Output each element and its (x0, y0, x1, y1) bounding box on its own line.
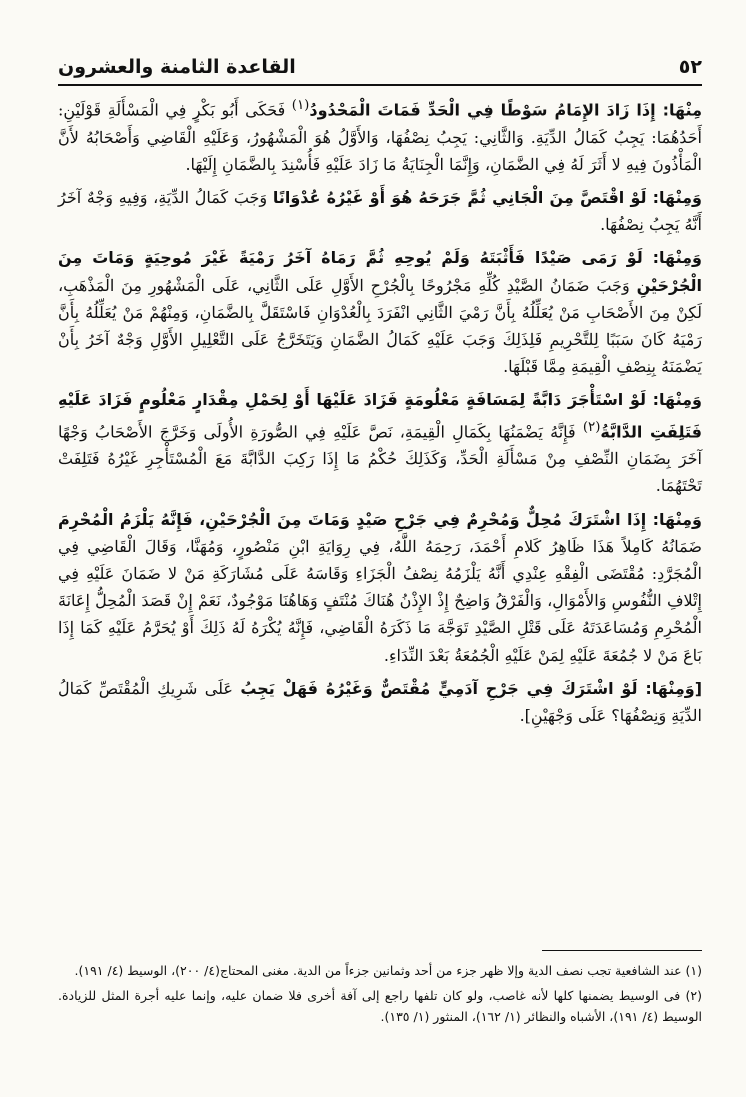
paragraph-body: ضَمَانُهُ كَامِلاً هَذَا ظَاهِرُ كَلامِ أَحْمَدَ، رَحِمَهُ اللَّهُ، فِي رِوَايَةِ ابْنِ مَنْصُورٍ، وَمُهَنَّا، وَقَالَ الْقَاضِي فِي الْمُجَرَّدِ: مُقْتَضَى الْفِقْهِ عِنْدِي أَنَّهُ يَلْزَمُهُ نِصْفُ الْجَزَاءِ وَقَاسَهُ عَلَى مُشَارَكَةِ مَنْ لا ضَمَانَ عَلَيْهِ فِي إِتْلافِ النُّفُوسِ وَالأَمْوَالِ، وَالْفَرْقُ وَاضِحٌ إِذْ الإِذْنُ هُنَاكَ مُنْتَفٍ وَهَاهُنَا مَوْجُودٌ، نَعَمْ إِنْ قَصَدَ الْمُحِلُّ إِعَانَةَ الْمُحْرِمِ وَمُسَاعَدَتَهُ عَلَى قَتْلِ الصَّيْدِ تَوَجَّهَ مَا ذَكَرَهُ الْقَاضِي، فَإِنَّهُ يُكْرَهُ لَهُ ذَلِكَ أَوْ يُحَرَّمُ عَلَيْهِ كَمَا إِذَا بَاعَ مَنْ لا جُمُعَةَ عَلَيْهِ لِمَنْ عَلَيْهِ الْجُمُعَةُ بَعْدَ النِّدَاءِ. (58, 536, 703, 665)
footnotes (58, 960, 702, 1031)
footnote-ref[interactable]: (١) (291, 98, 310, 113)
paragraph-body: عَلَى شَرِيكِ الْمُقْتَصِّ كَمَالُ الدِّيَةِ وَنِصْفُهَا؟ عَلَى وَجْهَيْنِ]. (58, 678, 702, 725)
paragraph-2 (58, 184, 702, 238)
page-number: ٥٢ (678, 56, 702, 78)
paragraph-lead: مِنْهَا: إِذَا زَادَ الإِمَامُ سَوْطًا فِي الْحَدِّ فَمَاتَ الْمَحْدُودُ (309, 100, 702, 120)
paragraph-body: فَإِنَّهُ يَضْمَنُهَا بِكَمَالِ الْقِيمَةِ، نَصَّ عَلَيْهِ فِي الصُّورَةِ الأُولَى وَخَرَّجَ الأَصْحَابُ وَجْهًا آخَرَ بِضَمَانِ النِّصْفِ مِنْ مَسْأَلَةِ الْحَدِّ، وَكَذَلِكَ حُكْمُ مَا إِذَا رَكِبَ الدَّابَّةَ مَعَ الْمُسْتَأْجِرِ غَيْرُهُ فَتَلِفَتْ تَحْتَهُمَا. (58, 421, 702, 496)
paragraph-body: وَجَبَ كَمَالُ الدِّيَةِ، وَفِيهِ وَجْهٌ آخَرُ أَنَّهُ يَجِبُ نِصْفُهَا. (58, 187, 702, 235)
footnote-2: (٢) فى الوسيط يضمنها كلها لأنه غاصب، ولو كان تلفها راجع إلى آفة أخرى فلا ضمان عليه، وإنما عليه أجرة المثل للزيادة. الوسيط (٤/ ١٩١)، الأشباه والنظائر (١/ ١٦٢)، المنثور (١/ ١٣٥). (58, 988, 702, 1024)
paragraph-body: وَجَبَ ضَمَانُ الصَّيْدِ كُلِّهِ مَجْرُوحًا بِالْجُرْحِ الأَوَّلِ عَلَى الثَّانِي، عَلَى الْمَشْهُورِ مِنَ الْمَذْهَبِ، لَكِنْ مِنَ الأَصْحَابِ مَنْ يُعَلِّلُهُ بِأَنَّ رَمْيَ الثَّانِي انْفَرَدَ بِالْعُدْوَانِ فَاسْتَقَلَّ بِالضَّمَانِ، وَمِنْهُمْ مَنْ يُعَلِّلُهُ بِأَنَّ رَمْيَهُ كَانَ سَبَبًا لِلتَّحْرِيمِ فَلِذَلِكَ وَجَبَ عَلَيْهِ كَمَالُ الضَّمَانِ وَيَتَخَرَّجُ عَلَى التَّعْلِيلِ الأَوَّلِ وَجْهٌ آخَرُ بِأَنْ يَضْمَنَهُ بِنِصْفِ الْقِيمَةِ مِمَّا قَبْلَهَا. (58, 275, 703, 377)
footnote-ref[interactable]: (٢) (582, 419, 601, 435)
paragraph-body: فَحَكَى أَبُو بَكْرٍ فِي الْمَسْأَلَةِ قَوْلَيْنِ: أَحَدُهُمَا: يَجِبُ كَمَالُ الدِّيَةِ. وَالثَّانِي: يَجِبُ نِصْفُهَا، وَالأَوَّلُ هُوَ الْمَشْهُورُ، وَعَلَيْهِ الْقَاضِي وَأَصْحَابُهُ لأَنَّ الْمَأْذُونَ فِيهِ لا أَثَرَ لَهُ فِي الضَّمَانِ، وَإِنَّمَا الْجِنَايَةُ مَا زَادَ عَلَيْهِ فَأُسْنِدَ بِالضَّمَانِ إِلَيْهَا. (58, 100, 702, 174)
paragraph-4 (58, 386, 702, 499)
paragraph-lead: [وَمِنْهَا: لَوْ اشْتَرَكَ فِي جَرْحِ آدَمِيٍّ مُقْتَصٌّ وَغَيْرُهُ فَهَلْ يَجِبُ (240, 678, 703, 698)
running-header (58, 50, 702, 86)
paragraph-lead: وَمِنْهَا: إِذَا اشْتَرَكَ مُحِلٌّ وَمُحْرِمٌ فِي جَرْحِ صَيْدٍ وَمَاتَ مِنَ الْجُرْحَيْنِ، فَإِنَّهُ يَلْزَمُ الْمُحْرِمَ (58, 509, 702, 529)
main-text (58, 92, 702, 735)
paragraph-1 (58, 92, 702, 178)
paragraph-3 (58, 244, 702, 380)
footnote-1: (١) عند الشافعية تجب نصف الدية وإلا ظهر جزء من أحد وثمانين جزءاً من الدية. مغنى المحتاج(٤/ ٢٠٠)، الوسيط (٤/ ١٩١). (74, 963, 702, 978)
paragraph-lead: وَمِنْهَا: لَوْ اسْتَأْجَرَ دَابَّةً لِمَسَافَةٍ مَعْلُومَةٍ فَزَادَ عَلَيْهَا أَوْ لِحَمْلِ مِقْدَارٍ مَعْلُومٍ فَزَادَ عَلَيْهِ فَتَلِفَتِ الدَّابَّةُ (58, 390, 702, 441)
paragraph-5 (58, 506, 702, 669)
paragraph-lead: وَمِنْهَا: لَوْ رَمَى صَيْدًا فَأَثْبَتَهُ وَلَمْ يُوحِهِ ثُمَّ رَمَاهُ آخَرُ رَمْيَةً غَيْرَ مُوحِيَةٍ وَمَاتَ مِنَ الْجُرْحَيْنِ (58, 248, 702, 295)
footnote-divider (542, 950, 702, 951)
chapter-title: القاعدة الثامنة والعشرون (58, 56, 296, 78)
paragraph-6 (58, 675, 702, 729)
paragraph-lead: وَمِنْهَا: لَوْ اقْتَصَّ مِنَ الْجَانِي ثُمَّ جَرَحَهُ هُوَ أَوْ غَيْرُهُ عُدْوَانًا (272, 187, 703, 207)
